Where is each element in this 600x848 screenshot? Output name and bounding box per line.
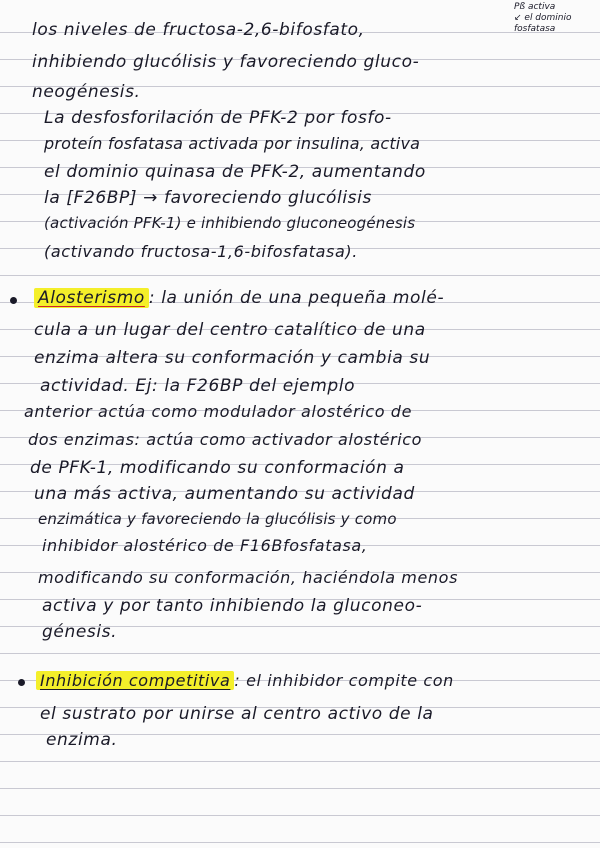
alosterismo-line: de PFK-1, modificando su conformación a	[30, 458, 405, 478]
alosterismo-line: enzima altera su conformación y cambia su	[34, 348, 431, 368]
intro-line: (activación PFK-1) e inhibiendo gluconeogénesis	[44, 214, 416, 232]
corner-note-line: Pß activa	[514, 2, 556, 12]
alosterismo-line: una más activa, aumentando su actividad	[34, 484, 415, 504]
intro-line: inhibiendo glucólisis y favoreciendo gluco-	[32, 52, 420, 72]
alosterismo-line: inhibidor alostérico de F16Bfosfatasa,	[42, 536, 368, 555]
intro-line: (activando fructosa-1,6-bifosfatasa).	[44, 242, 358, 261]
intro-line: la [F26BP] → favoreciendo glucólisis	[44, 188, 372, 208]
inhibicion-first-line	[36, 671, 454, 690]
alosterismo-line: activa y por tanto inhibiendo la gluconeo-	[42, 596, 423, 616]
inhibicion-line: el sustrato por unirse al centro activo de la	[40, 704, 434, 724]
bullet-point	[10, 297, 17, 304]
term-highlight-inhibicion: Inhibición competitiva	[36, 671, 234, 690]
bullet-point	[18, 679, 25, 686]
corner-note-line: fosfatasa	[514, 24, 556, 34]
alosterismo-line: dos enzimas: actúa como activador alostérico	[28, 430, 423, 449]
alosterismo-line: génesis.	[42, 622, 118, 642]
term-highlight-alosterismo: Alosterismo	[34, 288, 149, 308]
intro-line: proteín fosfatasa activada por insulina, activa	[44, 134, 421, 153]
inhibicion-line: enzima.	[46, 730, 118, 750]
intro-line: neogénesis.	[32, 82, 141, 102]
alosterismo-line: cula a un lugar del centro catalítico de una	[34, 320, 426, 340]
intro-line: los niveles de fructosa-2,6-bifosfato,	[32, 20, 365, 40]
intro-line: el dominio quinasa de PFK-2, aumentando	[44, 162, 426, 182]
alosterismo-line: actividad. Ej: la F26BP del ejemplo	[40, 376, 356, 396]
corner-note-line: ↙ el dominio	[514, 13, 572, 23]
inhibicion-definition-start: : el inhibidor compite con	[234, 671, 454, 690]
alosterismo-line: enzimática y favoreciendo la glucólisis y como	[38, 510, 397, 528]
alosterismo-line: modificando su conformación, haciéndola menos	[38, 568, 458, 587]
corner-note	[514, 2, 572, 35]
alosterismo-first-line	[34, 288, 444, 308]
intro-line: La desfosforilación de PFK-2 por fosfo-	[44, 108, 392, 128]
alosterismo-definition-start: : la unión de una pequeña molé-	[148, 288, 445, 308]
alosterismo-line: anterior actúa como modulador alostérico de	[24, 402, 413, 421]
